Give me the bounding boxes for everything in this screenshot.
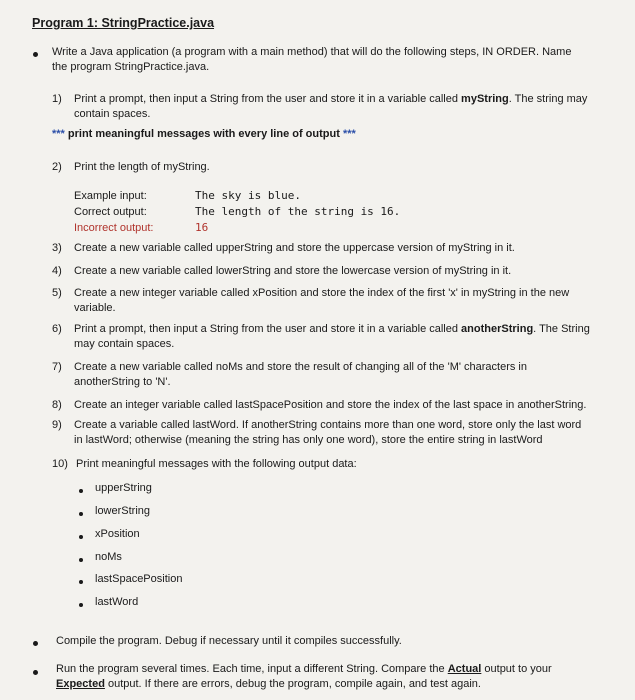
sub-bullet-dot [79, 512, 83, 516]
compile-instruction: Compile the program. Debug if necessary until it compiles successfully. [56, 635, 402, 647]
stars-right: *** [342, 128, 356, 140]
step-number: 5) [52, 287, 62, 299]
step-text-line-1: Create a variable called lastWord. If anotherString contains more than one word, store only the last word [74, 419, 582, 431]
output-item: lowerString [95, 505, 151, 517]
run-text-part: output to your [481, 663, 552, 675]
sub-bullet-dot [79, 489, 83, 493]
run-instruction [56, 662, 616, 692]
note-line [52, 128, 356, 140]
output-item: lastWord [95, 596, 139, 608]
example-incorrect-label: Incorrect output: [74, 222, 154, 234]
output-item: lastSpacePosition [95, 573, 183, 585]
variable-name: anotherString [461, 323, 534, 335]
intro-paragraph [52, 45, 612, 75]
page-title: Program 1: StringPractice.java [32, 16, 215, 30]
step-text-part: . The String [533, 323, 590, 335]
output-item: noMs [95, 551, 122, 563]
step-number: 1) [52, 93, 62, 105]
step-text: Create an integer variable called lastSpacePosition and store the index of the last space in anotherString. [74, 399, 587, 411]
step-number: 3) [52, 242, 62, 254]
step-text [74, 322, 614, 352]
sub-bullet-dot [79, 603, 83, 607]
bullet-dot [33, 52, 38, 57]
example-correct-row [74, 204, 474, 220]
step-text-part: Print a prompt, then input a String from the user and store it in a variable called [74, 93, 462, 105]
note-text: print meaningful messages with every line of output [64, 128, 343, 140]
step-text-line-2: in lastWord; otherwise (meaning the string has only one word), store the entire string in lastWord [74, 434, 543, 446]
bullet-dot [33, 670, 38, 675]
step-text-line-1: Create a new variable called noMs and store the result of changing all of the 'M' characters in [74, 361, 527, 373]
step-number: 2) [52, 161, 62, 173]
bullet-dot [33, 641, 38, 646]
sub-bullet-dot [79, 558, 83, 562]
sub-bullet-dot [79, 535, 83, 539]
variable-name: myString [461, 93, 509, 105]
example-incorrect-row [74, 220, 474, 236]
example-correct-value: The length of the string is 16. [195, 205, 401, 218]
step-text: Create a new variable called lowerString and store the lowercase version of myString in it. [74, 265, 512, 277]
example-input-value: The sky is blue. [195, 189, 301, 202]
step-text-part: . The string may [508, 93, 588, 105]
step-text: Print meaningful messages with the following output data: [76, 458, 357, 470]
run-text-part: output. If there are errors, debug the program, compile again, and test again. [104, 678, 481, 690]
step-text [74, 360, 614, 390]
step-text-line-2: may contain spaces. [74, 338, 175, 350]
example-input-label: Example input: [74, 190, 147, 202]
example-incorrect-value: 16 [195, 221, 209, 234]
step-number: 10) [52, 458, 68, 470]
example-correct-label: Correct output: [74, 206, 147, 218]
step-number: 4) [52, 265, 62, 277]
step-text-line-1: Create a new integer variable called xPosition and store the index of the first 'x' in myString in the new [74, 287, 570, 299]
actual-emphasis: Actual [447, 663, 482, 675]
step-text-line-2: variable. [74, 302, 116, 314]
step-text-part: Print a prompt, then input a String from the user and store it in a variable called [74, 323, 462, 335]
intro-line-2: the program StringPractice.java. [52, 61, 210, 73]
run-text-part: Run the program several times. Each time, input a different String. Compare the [56, 663, 448, 675]
output-item: xPosition [95, 528, 140, 540]
stars-left: *** [52, 128, 65, 140]
step-text [74, 286, 614, 316]
expected-emphasis: Expected [56, 678, 105, 690]
example-input-row [74, 188, 474, 204]
step-text-line-2: contain spaces. [74, 108, 151, 120]
step-text-line-2: anotherString to 'N'. [74, 376, 171, 388]
step-text: Print the length of myString. [74, 161, 210, 173]
step-text [74, 92, 614, 122]
step-number: 8) [52, 399, 62, 411]
step-text [74, 418, 614, 448]
step-number: 9) [52, 419, 62, 431]
sub-bullet-dot [79, 580, 83, 584]
intro-line-1: Write a Java application (a program with a main method) that will do the following steps, IN ORDER. Name [52, 46, 572, 58]
output-item: upperString [95, 482, 152, 494]
step-number: 6) [52, 323, 62, 335]
step-number: 7) [52, 361, 62, 373]
step-text: Create a new variable called upperString and store the uppercase version of myString in it. [74, 242, 515, 254]
